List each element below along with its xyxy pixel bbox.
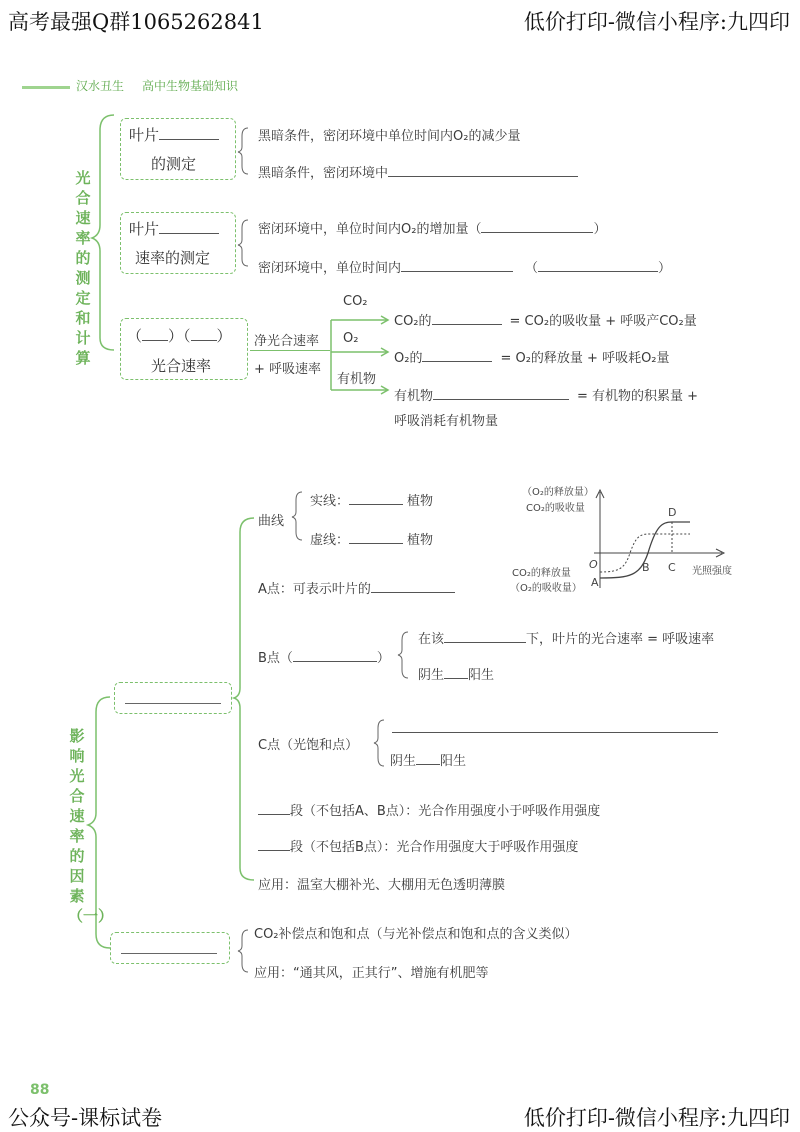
b-item-1: 在该 xyxy=(418,632,445,647)
graph-point-d: D xyxy=(668,506,677,519)
b-item-2b: 阳生 xyxy=(468,668,495,683)
box1-line2: 的测定 xyxy=(151,155,197,173)
row1-pre: CO₂的 xyxy=(394,314,432,329)
graph-point-c: C xyxy=(668,561,676,574)
b-point: B点（ xyxy=(258,651,293,666)
page-number: 88 xyxy=(30,1082,50,1098)
running-head-book: 高中生物基础知识 xyxy=(142,79,239,93)
respiration-rate-label: + 呼吸速率 xyxy=(254,362,322,377)
c-item-a: 阴生 xyxy=(390,754,417,769)
box2-item-2-close: ） xyxy=(658,261,672,276)
arrow-label-organic: 有机物 xyxy=(337,372,377,387)
running-head-author: 汉水丑生 xyxy=(76,79,125,93)
segment-1: 段（不包括A、B点）：光合作用强度小于呼吸作用强度 xyxy=(290,804,601,819)
net-rate-label: 净光合速率 xyxy=(254,334,320,349)
box3-line2: 光合速率 xyxy=(151,357,212,375)
graph-point-b: B xyxy=(642,561,650,574)
box1-item-2: 黑暗条件，密闭环境中 xyxy=(258,166,389,181)
box2-item-2-open: （ xyxy=(525,261,539,276)
curve-dashed-label: 虚线： xyxy=(310,533,350,548)
apply-co2: 应用：“通其风，正其行”、增施有机肥等 xyxy=(254,966,489,981)
footer-right: 低价打印-微信小程序:九四印 xyxy=(523,1106,790,1130)
graph-x-label: 光照强度 xyxy=(692,566,732,577)
graph-point-a: A xyxy=(591,576,599,589)
box2-item-1: 密闭环境中，单位时间内O₂的增加量（ xyxy=(258,222,482,237)
graph-y-top1: （O₂的释放量） xyxy=(522,487,594,498)
arrow-label-co2: CO₂ xyxy=(343,294,368,309)
box1-line1: 叶片 xyxy=(129,126,160,144)
box1-blank xyxy=(159,139,219,140)
box2-blank xyxy=(159,233,219,234)
segment-2: 段（不包括B点）：光合作用强度大于呼吸作用强度 xyxy=(290,840,579,855)
box1-item-1: 黑暗条件，密闭环境中单位时间内O₂的减少量 xyxy=(258,129,521,144)
box-true-photosynthesis: （ ）（ ） 光合速率 xyxy=(120,318,248,380)
box-leaf-respiration xyxy=(120,118,236,180)
row2-pre: O₂的 xyxy=(394,351,423,366)
box-leaf-photosynthesis xyxy=(120,212,236,274)
graph-y-bottom1: CO₂的释放量 xyxy=(512,568,571,579)
box2-item-2: 密闭环境中，单位时间内 xyxy=(258,261,402,276)
footer-left: 公众号-课标试卷 xyxy=(8,1106,163,1130)
b-item-2a: 阴生 xyxy=(418,668,445,683)
box-light-intensity xyxy=(114,682,232,714)
row3-pre: 有机物 xyxy=(394,389,434,404)
box2-item-1-close: ） xyxy=(593,222,607,237)
row3-post: = 有机物的积累量 + xyxy=(577,389,699,404)
curve-solid-label: 实线： xyxy=(310,494,350,509)
graph-y-top2: CO₂的吸收量 xyxy=(526,503,585,514)
c-item-blank xyxy=(392,732,718,733)
row1-post: = CO₂的吸收量 + 呼吸产CO₂量 xyxy=(509,314,697,329)
row3-cont: 呼吸消耗有机物量 xyxy=(394,414,499,429)
box-co2-concentration xyxy=(110,932,230,964)
section1-title: 光合速率的测定和计算 xyxy=(75,169,91,367)
section2-title: 影响光合速率的因素（一） xyxy=(68,727,114,925)
box2-line1: 叶片 xyxy=(129,220,160,238)
c-item-b: 阳生 xyxy=(440,754,467,769)
co2-compensation: CO₂补偿点和饱和点（与光补偿点和饱和点的含义类似） xyxy=(254,927,578,942)
header-left: 高考最强Q群1065262841 xyxy=(8,10,264,34)
c-point: C点（光饱和点） xyxy=(258,738,359,753)
a-point: A点：可表示叶片的 xyxy=(258,582,371,597)
graph-origin: O xyxy=(589,558,598,571)
arrow-label-o2: O₂ xyxy=(343,331,359,346)
graph-y-bottom2: （O₂的吸收量） xyxy=(510,583,582,594)
header-right: 低价打印-微信小程序:九四印 xyxy=(523,10,790,34)
row2-post: = O₂的释放量 + 呼吸耗O₂量 xyxy=(500,351,670,366)
apply-light: 应用：温室大棚补光、大棚用无色透明薄膜 xyxy=(258,878,506,893)
curve-label: 曲线 xyxy=(258,514,285,529)
box2-line2: 速率的测定 xyxy=(135,249,211,267)
